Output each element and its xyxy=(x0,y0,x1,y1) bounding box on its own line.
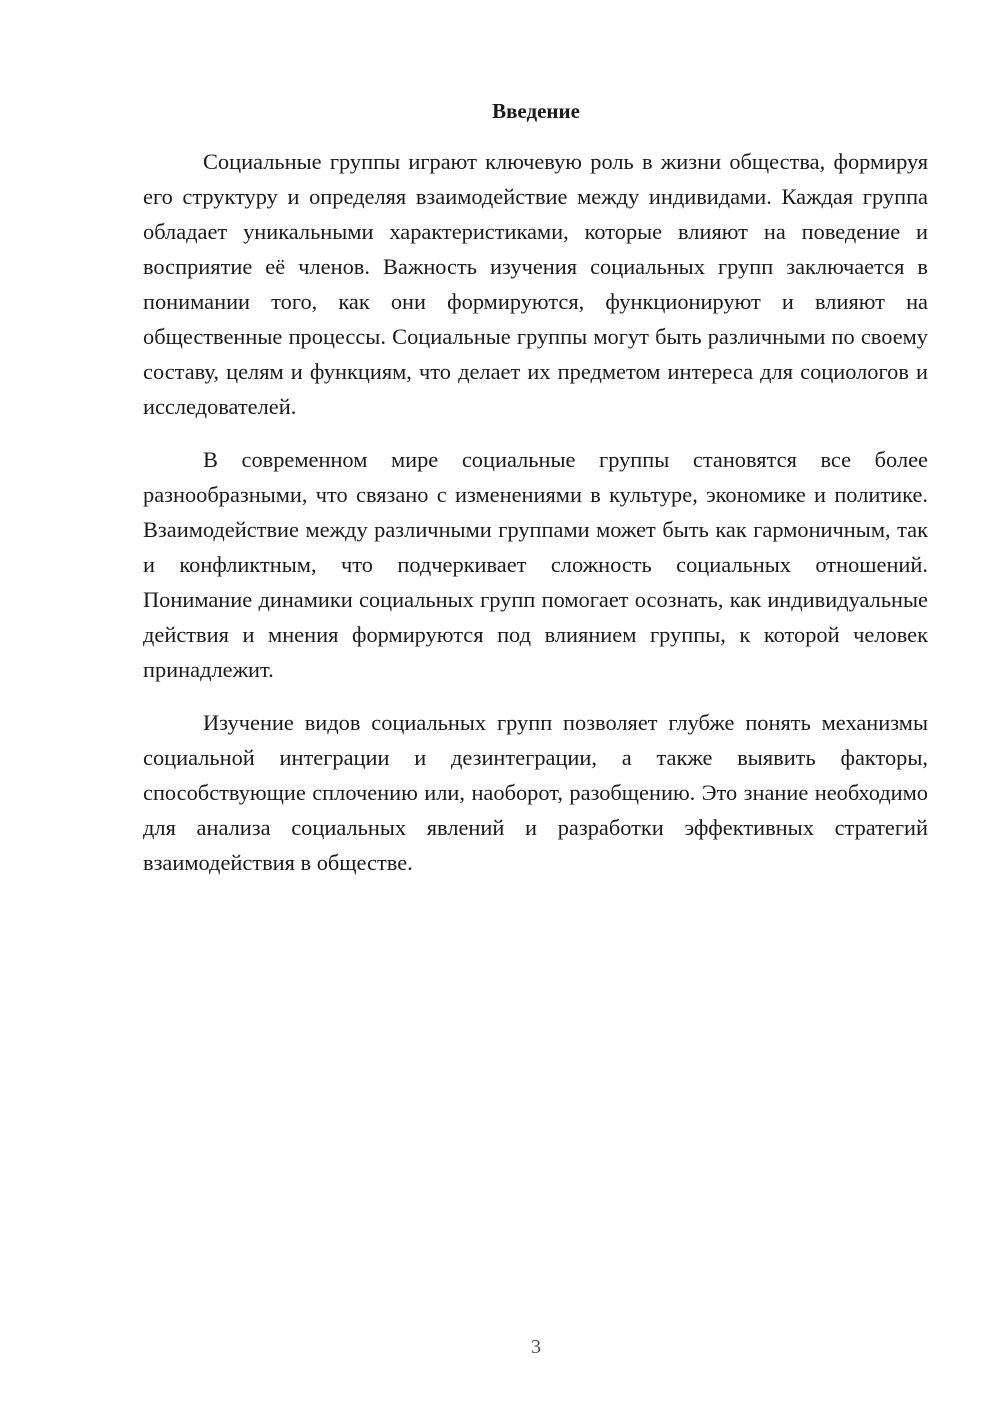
paragraph-1: Социальные группы играют ключевую роль в жизни общества, формируя его структуру и определяя взаимодействие между индивидами. Каждая группа обладает уникальными характеристиками, которые влияют на поведение и восприятие её членов. Важность изучения социальных групп заключается в понимании того, как они формируются, функционируют и влияют на общественные процессы. Социальные группы могут быть различными по своему составу, целям и функциям, что делает их предметом интереса для социологов и исследователей. xyxy=(143,149,928,419)
paragraph-2: В современном мире социальные группы становятся все более разнообразными, что связано с изменениями в культуре, экономике и политике. Взаимодействие между различными группами может быть как гармоничным, так и конфликтным, что подчеркивает сложность социальных отношений. Понимание динамики социальных групп помогает осознать, как индивидуальные действия и мнения формируются под влиянием группы, к которой человек принадлежит. xyxy=(143,447,928,682)
paragraph-3: Изучение видов социальных групп позволяет глубже понять механизмы социальной интеграции и дезинтеграции, а также выявить факторы, способствующие сплочению или, наоборот, разобщению. Это знание необходимо для анализа социальных явлений и разработки эффективных стратегий взаимодействия в обществе. xyxy=(143,710,928,875)
section-title: Введение xyxy=(492,99,580,123)
page-number: 3 xyxy=(531,1336,541,1358)
body-text xyxy=(143,144,928,898)
